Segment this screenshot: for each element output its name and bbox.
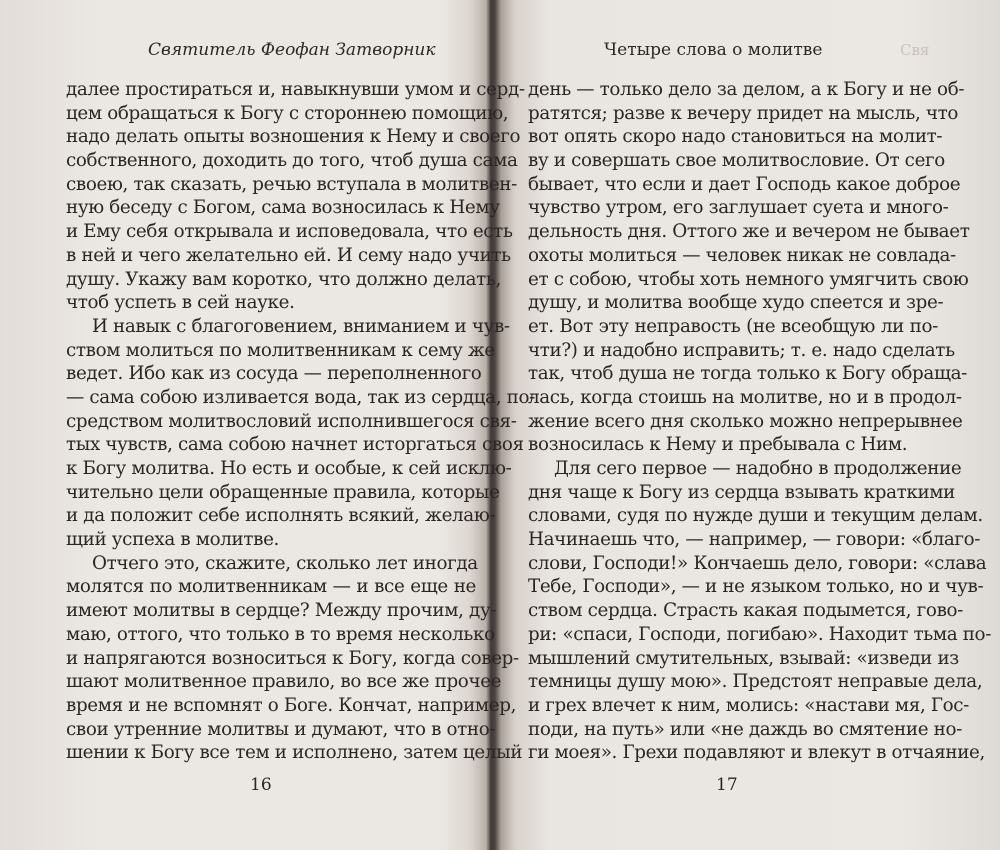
text-line: средством молитвословий исполнившегося свя-	[66, 410, 517, 432]
text-line: возносилась к Нему и пребывала с Ним.	[528, 434, 908, 456]
text-line: цем обращаться к Богу с стороннею помощию,	[66, 102, 509, 124]
text-line: и грех влечет к ним, молись: «настави мя, Гос-	[528, 694, 970, 716]
text-line: чти?) и надобно исправить; т. е. надо сделать	[528, 339, 955, 361]
right-page-number: 17	[716, 775, 738, 795]
text-line: ву и совершать свое молитвословие. От сего	[528, 150, 945, 172]
text-line: шают молитвенное правило, во все же прочее	[66, 671, 502, 693]
text-line: душу, и молитва вообще худо спеется и зре-	[528, 292, 944, 314]
left-page-text	[66, 78, 535, 765]
text-line: ную беседу с Богом, сама возносилась к Нему	[66, 197, 500, 219]
left-running-head: Святитель Феофан Затворник	[148, 40, 436, 60]
text-line: надо делать опыты вознoшения к Нему и своего	[66, 126, 521, 148]
text-line: ет. Вот эту неправость (не всеобщую ли по-	[528, 315, 938, 337]
text-line: словами, судя по нужде души и текущим делам.	[528, 505, 983, 527]
text-line: темницы душу мою». Предстоят неправые дела,	[528, 671, 983, 693]
right-page-text	[528, 78, 992, 765]
text-line: ет с собою, чтобы хоть немного умягчить свою	[528, 268, 969, 290]
text-line: маю, оттого, что только в то время несколько	[66, 623, 495, 645]
text-line: дня чаще к Богу из сердца взывать краткими	[528, 481, 956, 503]
text-line: и напрягаются возноситься к Богу, когда совер-	[66, 647, 519, 669]
text-line: к Богу молитва. Но есть и особые, к сей исклю-	[66, 458, 512, 479]
text-line: жение всего дня сколько можно непрерывнее	[528, 410, 963, 432]
text-line: вот опять скоро надо становиться на молит-	[528, 126, 943, 148]
text-line: охоты молиться — человек никак не совлада-	[528, 244, 956, 266]
text-line: Тебе, Господи», — и не языком только, но и чув-	[528, 576, 984, 598]
text-line: своею, так сказать, речью вступала в молитвен-	[66, 173, 517, 195]
text-line: в ней и чего желательно ей. И сему надо учить	[66, 244, 511, 266]
text-line: и да положит себе исполнять всякий, желаю-	[66, 505, 496, 527]
text-line: Начинаешь что, — например, — говори: «благо-	[528, 529, 981, 551]
text-line: ри: «спаси, Господи, погибаю». Находит тьма по-	[528, 623, 992, 645]
text-line: имеют молитвы в сердце? Между прочим, ду-	[66, 600, 497, 622]
text-line: ведет. Ибо как из сосуда — переполненного	[66, 363, 482, 385]
text-line: ством сердца. Страсть какая подымется, гово-	[528, 600, 963, 622]
text-line: далее простираться и, навыкнувши умом и серд-	[66, 79, 525, 100]
text-line: молятся по молитвенникам — и все еще не	[66, 576, 476, 598]
text-line: ги моея». Грехи подавляют и влекут в отчаяние,	[528, 742, 985, 764]
right-page	[500, 0, 1000, 850]
left-page-number: 16	[250, 775, 272, 795]
text-line: душу. Укажу вам коротко, что должно делать,	[66, 268, 501, 290]
text-line: собственного, доходить до того, чтоб душа сама	[66, 150, 518, 172]
text-line: чительно цели обращенные правила, которые	[66, 481, 500, 503]
text-line: слови, Господи!» Кончаешь дело, говори: «слава	[528, 552, 987, 574]
bleed-through-text: Свя	[900, 41, 930, 59]
text-line: так, чтоб душа не тогда только к Богу обраща-	[528, 363, 967, 385]
text-line: шении к Богу все тем и исполнено, затем целый	[66, 742, 523, 764]
text-line: и Ему себя открывала и исповедовала, что есть	[66, 221, 513, 243]
right-running-head: Четыре слова о молитве	[604, 40, 823, 60]
text-line: свои утренние молитвы и думают, что в отно-	[66, 718, 496, 740]
text-line: дельность дня. Оттого же и вечером не бывает	[528, 221, 970, 243]
text-line: — сама собою изливается вода, так из сердца, по-	[66, 386, 535, 408]
text-line: ратятся; разве к вечеру придет на мысль, что	[528, 102, 959, 124]
text-line: И навык с благоговением, вниманием и чув-	[92, 315, 510, 337]
text-line: чувство утром, его заглушает суета и много-	[528, 197, 949, 219]
text-line: мышлений смутительных, взывай: «изведи из	[528, 647, 959, 669]
text-line: время и не вспомнят о Боге. Кончат, например,	[66, 694, 517, 716]
text-line: тых чувств, сама собою начнет исторгаться своя	[66, 434, 524, 456]
text-line: щий успеха в молитве.	[66, 529, 280, 551]
text-line: Для сего первое — надобно в продолжение	[554, 458, 962, 479]
text-line: лась, когда стоишь на молитве, но и в продол-	[528, 386, 962, 408]
text-line: Отчего это, скажите, сколько лет иногда	[92, 552, 478, 574]
text-line: день — только дело за делом, а к Богу и не об-	[528, 79, 965, 100]
text-line: поди, на путь» или «не даждь во смятение но-	[528, 718, 962, 740]
text-line: ством молиться по молитвенникам к сему же	[66, 339, 495, 361]
text-line: бывает, что если и дает Господь какое доброе	[528, 173, 961, 195]
text-line: чтоб успеть в сей науке.	[66, 292, 295, 314]
